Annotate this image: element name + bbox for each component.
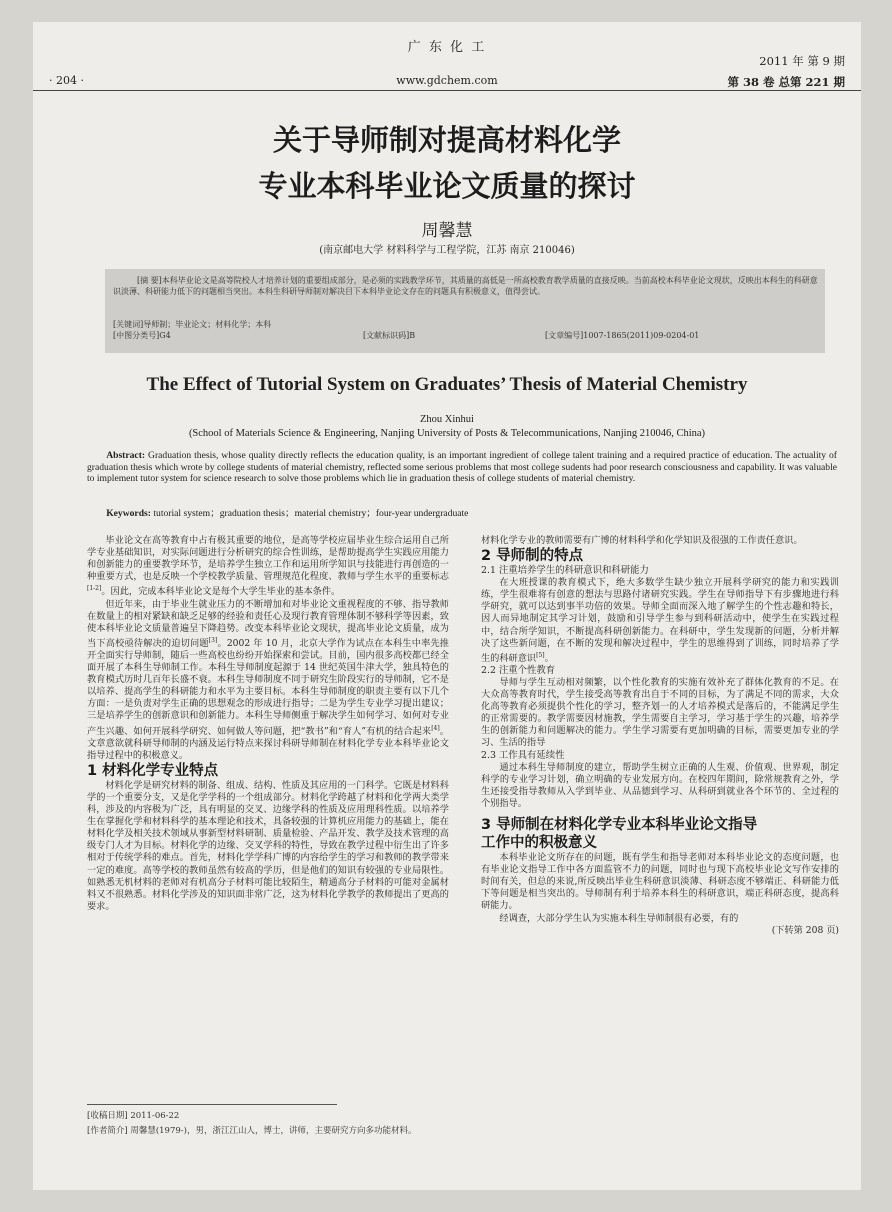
subsection-heading: 2.1 注重培养学生的科研意识和科研能力 <box>481 565 649 577</box>
heading-line: 3 导师制在材料化学专业本科毕业论文指导 <box>481 817 758 834</box>
doc-code: [文献标识码]B <box>363 331 416 340</box>
section-heading-3 <box>481 816 839 852</box>
journal-name: 广 东 化 工 <box>407 40 487 55</box>
footnote-rule <box>87 1104 337 1105</box>
paragraph-text: 在大班授课的教育模式下，绝大多数学生缺少独立开展科学研究的能力和实践训练，学生很难将有创意的想法与思路付诸研究实践。学生在导师指导下有步骤地进行科学研究，就可以达到事半功倍的效果。导师全面而深入地了解学生的个性志趣和特长，因人而异地制定其学习计划，鼓励和引导学生参与到科研活动中，使学生在实践过程中，结合所学知识，不断提高科研创新能力。在科研中，学生发现新的问题，分析并解决了这些新问题，在不断的发现和解决过程中，学生的思维得到了训练，同时培养了学生的科研意识 <box>481 577 839 664</box>
paragraph-text: 。2002 年 10 月，北京大学作为试点在本科生中率先推开全面实行导师制，随后一些高校也纷纷开始探索和尝试。目前，国内很多高校都已经全面开展了本科生导师制工作。本科生导师制度起源于 14 世纪英国牛津大学，独具特色的教育模式历时几百年长盛不衰。本科生导师制度不同于研究生阶段实行的导师制，它不是以培养、提高学生的科研能力和水平为主要目标。本科生导师制度的职责主要有以下几个方面：一是负责对学生正确的思想观念的形成进行指导；二是为学生专业学习提出建议；三是培养学生的创新意识和创新能力。本科生导师侧重于解决学生如何学习、如何对专业产生兴趣、如何开展科学研究、如何做人等问题，把“教书”和“育人”有机的结合起来 <box>87 637 449 737</box>
affiliation-en: (School of Materials Science & Engineering, Nanjing University of Posts & Telecommunications, Nanjing 210046, China) <box>188 428 706 439</box>
citation: [4] <box>431 724 440 732</box>
abstract-en-text: Graduation thesis, whose quality directly reflects the education quality, is an important ingredient of college talent training and a required practice of education. The actuality of graduation thesis which wrote by college students of material chemistry, reflected some serious problems that most college sudents had poor research consciousness and capability. It was valuable to implement tutor system for science research to solve those problems which lie in graduation thesis of college students of material chemistry. <box>87 450 838 484</box>
keywords-en-label: Keywords: <box>106 508 151 519</box>
author-en: Zhou Xinhui <box>420 414 474 425</box>
keywords-cn: [关键词]导师制；毕业论文；材料化学；本科 <box>113 320 272 329</box>
paragraph <box>87 599 449 762</box>
paragraph <box>481 577 839 665</box>
paragraph-text: 。文章意欲就科研导师制的内涵及运行特点来探讨科研导师制在材料化学专业本科毕业论文指导过程中的积极意义。 <box>87 725 449 761</box>
article-number: [文章编号]1007-1865(2011)09-0204-01 <box>545 331 700 340</box>
heading-line: 工作中的积极意义 <box>481 835 597 852</box>
keywords-en-text: tutorial system；graduation thesis；material chemistry；four-year undergraduate <box>153 508 469 519</box>
author-bio: [作者简介] 周馨慧(1979-)，男，浙江江山人，博士，讲师，主要研究方向多功能材料。 <box>87 1126 417 1136</box>
paragraph: 本科毕业论文所存在的问题，既有学生和指导老师对本科毕业论文的态度问题，也有毕业论文指导工作中各方面监管不力的问题，同时也与现下高校毕业论文写作安排的时间有关，但总的来说,所反映出毕业生科研意识淡薄、科研态度不够端正、科研能力低下等问题是相当突出的。导师制有利于培养本科生的科研意识，端正科研态度，提高科研能力。 <box>481 852 839 912</box>
continued-note: (下转第 208 页) <box>771 924 839 936</box>
clc-number: [中图分类号]G4 <box>113 331 171 340</box>
paragraph-text: 。 <box>544 652 554 664</box>
paragraph: 经调查，大部分学生认为实施本科生导师制很有必要，有的 <box>499 912 739 924</box>
subsection-heading: 2.3 工作具有延续性 <box>481 749 565 761</box>
journal-page <box>33 22 861 1190</box>
keywords-en <box>87 508 837 520</box>
paragraph-text: 毕业论文在高等教育中占有极其重要的地位，是高等学校应届毕业生综合运用自己所学专业基础知识，对实际问题进行分析研究的综合性训练，是帮助提高学生实践应用能力和创新能力的重要教学环节，是培养学生独立工作和运用所学知识与技能进行再创造的一种重要方式，也是反映一个学校教学质量、管理规范化程度、教师与学生水平的重要标志 <box>87 535 449 583</box>
paragraph: 导师与学生互动相对频繁，以个性化教育的实施有效补充了群体化教育的不足。在大众高等教育时代，学生接受高等教育出自于不同的目标，为了满足不同的需求，大众化高等教育必须提供个性化的学习，整齐划一的人才培养模式是落后的，不能满足学生的正常需要的。教学需要因材施教，学生需要自主学习，学习基于学生的兴趣，培养学生的创新能力和问题解决的能力。学生学习需要有更加明确的目标，需要更加专业的学习、生活的指导 <box>481 677 839 749</box>
issue-line-1: 2011 年 第 9 期 <box>759 54 845 68</box>
journal-url: www.gdchem.com <box>396 74 498 87</box>
header-rule <box>33 90 861 91</box>
citation: [3] <box>208 636 218 644</box>
citation: [1-2] <box>87 585 102 593</box>
paragraph: 通过本科生导师制度的建立，帮助学生树立正确的人生观、价值观、世界观，制定科学的专业学习计划，确立明确的专业发展方向。在校四年期间，除常规教育之外，学生还接受指导教师从入学到毕业、从品德到学习、从科研到就业各个环节的、全过程的个别指导。 <box>481 761 839 809</box>
author-cn: 周馨慧 <box>421 221 473 241</box>
right-column <box>481 535 839 937</box>
received-date: [收稿日期] 2011-06-22 <box>87 1111 180 1121</box>
section-heading-1: 1 材料化学专业特点 <box>87 762 219 779</box>
title-en: The Effect of Tutorial System on Graduates’ Thesis of Material Chemistry <box>146 374 748 395</box>
affiliation-cn: (南京邮电大学 材料科学与工程学院，江苏 南京 210046) <box>319 245 575 256</box>
abstract-cn-text: [摘 要]本科毕业论文是高等院校人才培养计划的重要组成部分，是必须的实践教学环节，其质量的高低是一所高校教育教学质量的直接反映。当前高校本科毕业论文现状，反映出本科生的科研意识淡薄、科研能力低下的问题相当突出。本科生科研导师制对解决目下本科毕业论文存在的问题具有积极意义，值得尝试。 <box>113 276 818 296</box>
paragraph-text: 但近年来，由于毕业生就业压力的不断增加和对毕业论文重视程度的不够、指导教师在数量上的相对紧缺和缺乏足够的经验和责任心及现行教育管理体制不够科学等因素，致使本科毕业论文质量普遍呈下降趋势。改变本科毕业论文现状，提高毕业论文质量，成为当下高校亟待解决的迫切问题 <box>87 598 449 649</box>
issue-line-2: 第 38 卷 总第 221 期 <box>727 75 845 89</box>
abstract-cn-box <box>105 269 825 353</box>
title-cn-line1: 关于导师制对提高材料化学 <box>272 123 621 157</box>
citation: [5] <box>536 651 545 659</box>
paragraph: 材料化学是研究材料的制备、组成、结构、性质及其应用的一门科学。它既是材料科学的一个重要分支，又是化学学科的一个组成部分。材料化学跨越了材料和化学两大类学科，涉及的内容极为广泛，具有明显的交叉、边缘学科的性质及应用理科性质。以培养学生在掌握化学和材料科学的基本理论和技术，具备较强的计算机应用能力的基础上，能在材料化学及相关技术领域从事新型材料研制、质量检验、产品开发、教学及技术管理的高级专门人才为目标。材料化学的边缘、交叉学科的特性，导致在教学过程中衍生出了许多相对于传统学科的难点。首先，材料化学学科广博的内容给学生的学习和教师的教学带来一定的难度。高等学校的教师虽然有较高的学历，但是他们的知识有较强的专业局限性。如熟悉无机材料的老师对有机高分子材料可能比较陌生，精通高分子材料的可能对金属材料又不很熟悉。材料化学涉及的知识面非常广泛，这为材料化学教学的教师提出了更高的要求。 <box>87 779 449 912</box>
title-cn-line2: 专业本科毕业论文质量的探讨 <box>258 169 636 203</box>
paragraph-text: 。因此，完成本科毕业论文是每个大学生毕业的基本条件。 <box>101 586 341 598</box>
paragraph <box>87 535 449 599</box>
abstract-en-label: Abstract: <box>106 450 146 461</box>
paragraph: 材料化学专业的教师需要有广博的材料科学和化学知识及很强的工作责任意识。 <box>481 535 803 546</box>
page-number: · 204 · <box>49 74 84 87</box>
section-heading-2: 2 导师制的特点 <box>481 548 584 565</box>
abstract-en <box>87 450 837 485</box>
left-column <box>87 535 449 913</box>
subsection-heading: 2.2 注重个性教育 <box>481 664 556 676</box>
